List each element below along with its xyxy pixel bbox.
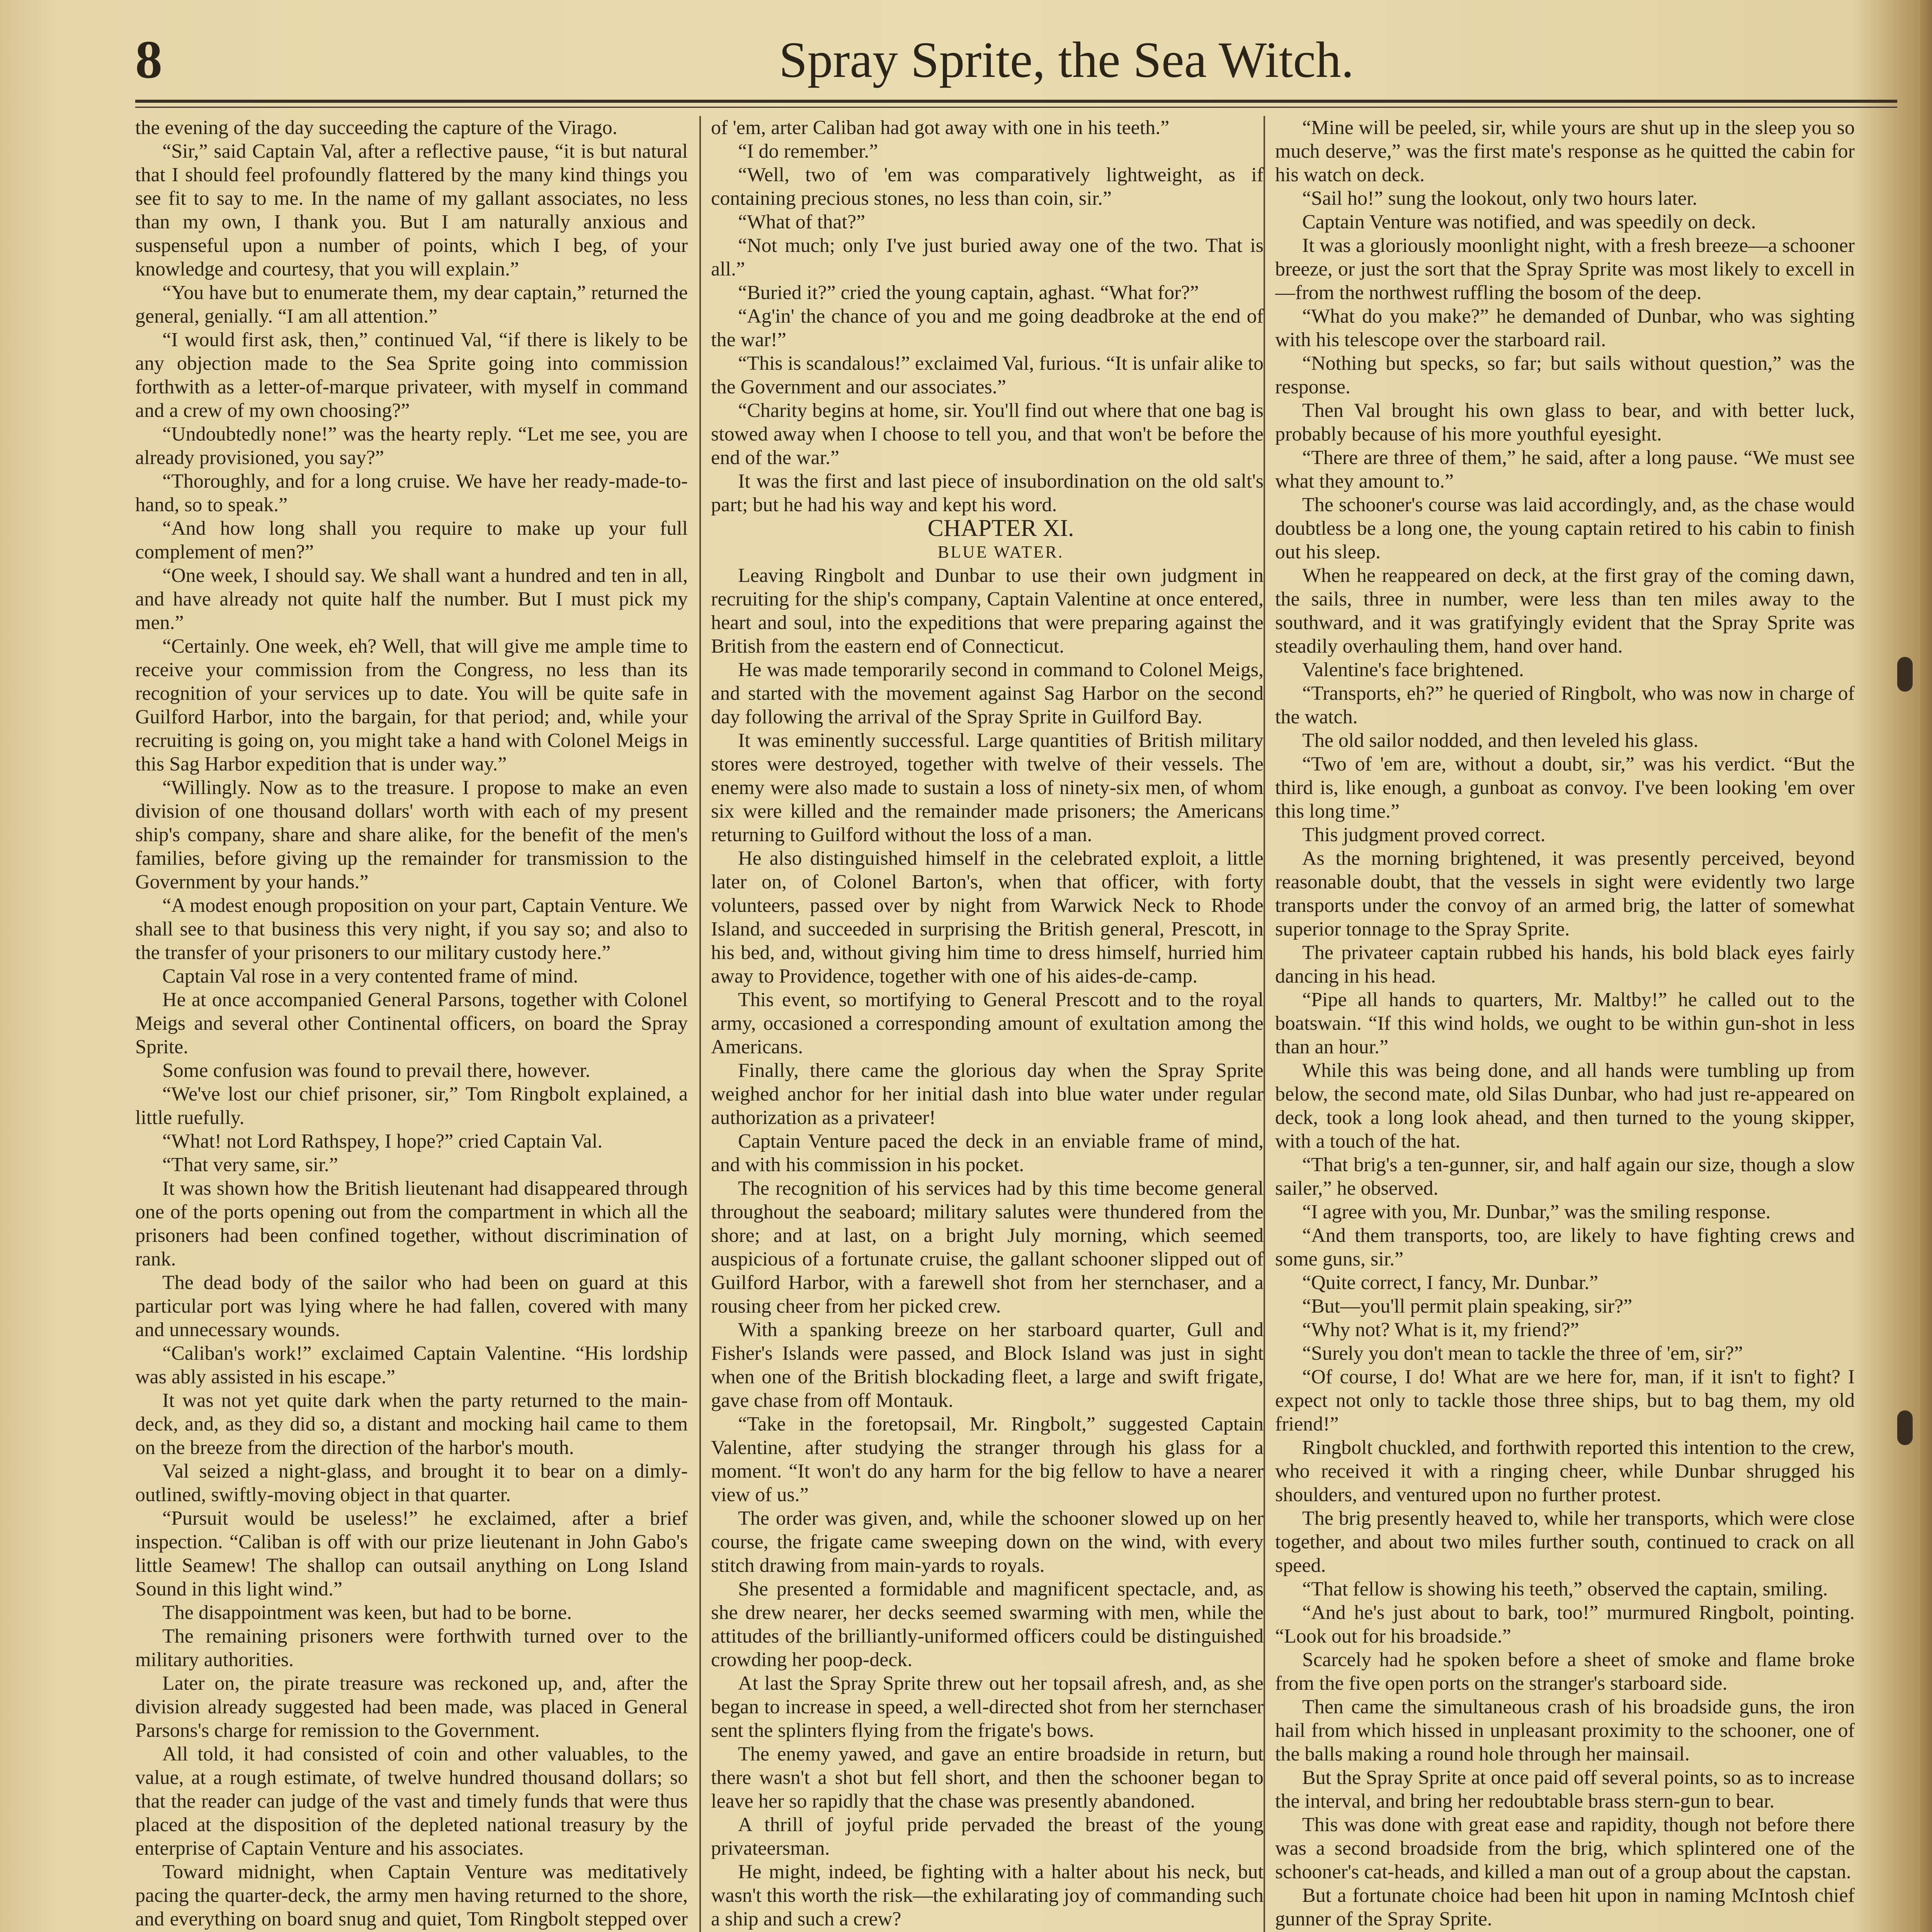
paragraph: “And them transports, too, are likely to have fighting crews and some guns, sir.” bbox=[1275, 1225, 1855, 1270]
paragraph: “Nothing but specks, so far; but sails without question,” was the response. bbox=[1275, 352, 1855, 398]
paragraph: It was the first and last piece of insubordination on the old salt's part; but he had his way and kept his word. bbox=[711, 470, 1264, 516]
paragraph: “That very same, sir.” bbox=[162, 1154, 338, 1176]
column-divider bbox=[699, 116, 701, 1932]
paragraph: “Charity begins at home, sir. You'll find out where that one bag is stowed away when I choose to tell you, and that won't be before the end of the war.” bbox=[711, 400, 1264, 469]
chapter-title: BLUE WATER. bbox=[937, 543, 1064, 561]
paragraph: “Ag'in' the chance of you and me going deadbroke at the end of the war!” bbox=[711, 305, 1264, 351]
paragraph: “What of that?” bbox=[738, 211, 866, 233]
staple bbox=[1897, 657, 1913, 692]
paragraph: Some confusion was found to prevail there, however. bbox=[162, 1060, 590, 1082]
paragraph: Valentine's face brightened. bbox=[1302, 659, 1524, 681]
page-header bbox=[135, 27, 1897, 93]
paragraph: the evening of the day succeeding the capture of the Virago. bbox=[135, 117, 617, 139]
paragraph: He also distinguished himself in the celebrated exploit, a little later on, of Colonel Barton's, when that officer, with forty volunteers, passed over by night from Warwick Neck to Rhode Island, and succeeded in surprising the British general, Prescott, in his bed, and, without giving him time to dress himself, hurried him away to Providence, together with one of his aides-de-camp. bbox=[711, 847, 1264, 987]
paragraph: “Thoroughly, and for a long cruise. We have her ready-made-to-hand, so to speak.” bbox=[135, 470, 688, 516]
paragraph: As the morning brightened, it was presently perceived, beyond reasonable doubt, that the vessels in sight were evidently two large transports under the convoy of an armed brig, the latter of somewhat superior tonnage to the Spray Sprite. bbox=[1275, 847, 1855, 940]
paragraph: It was a gloriously moonlight night, with a fresh breeze—a schooner breeze, or just the sort that the Spray Sprite was most likely to excell in—from the northwest ruffling the bosom of the deep. bbox=[1275, 235, 1855, 304]
paragraph: All told, it had consisted of coin and other valuables, to the value, at a rough estimate, of twelve hundred thousand dollars; so that the reader can judge of the vast and timely funds that were thus placed at the disposition of the depleted national treasury by the enterprise of Captain Venture and his associates. bbox=[135, 1743, 688, 1859]
paragraph: “Sir,” said Captain Val, after a reflective pause, “it is but natural that I should feel profoundly flattered by the many kind things you see fit to say to me. In the name of my gallant associates, no less than my own, I thank you. But I am naturally anxious and suspenseful upon a number of points, which I beg, of your knowledge and courtesy, that you will explain.” bbox=[135, 140, 688, 280]
paragraph: “Caliban's work!” exclaimed Captain Valentine. “His lordship was ably assisted in his escape.” bbox=[135, 1342, 688, 1388]
paragraph: The dead body of the sailor who had been on guard at this particular port was lying where he had fallen, covered with many and unnecessary wounds. bbox=[135, 1272, 688, 1341]
paragraph: “I agree with you, Mr. Dunbar,” was the smiling response. bbox=[1302, 1201, 1771, 1223]
running-title: Spray Sprite, the Sea Witch. bbox=[779, 31, 1354, 88]
paragraph: “Not much; only I've just buried away one of the two. That is all.” bbox=[711, 235, 1264, 280]
paragraph: While this was being done, and all hands were tumbling up from below, the second mate, old Silas Dunbar, who had just re-appeared on deck, took a long look ahead, and then turned to the young skipper, with a touch of the hat. bbox=[1275, 1060, 1855, 1152]
paragraph: “Buried it?” cried the young captain, aghast. “What for?” bbox=[738, 282, 1199, 304]
paragraph: He was made temporarily second in command to Colonel Meigs, and started with the movement against Sag Harbor on the second day following the arrival of the Spray Sprite in Guilford Bay. bbox=[711, 659, 1264, 728]
paragraph: This event, so mortifying to General Prescott and to the royal army, occasioned a corresponding amount of exultation among the Americans. bbox=[711, 989, 1264, 1058]
staple bbox=[1897, 1410, 1913, 1445]
paragraph: “And he's just about to bark, too!” murmured Ringbolt, pointing. “Look out for his broadside.” bbox=[1275, 1602, 1855, 1647]
text-column-3 bbox=[1275, 116, 1855, 1932]
paragraph: This was done with great ease and rapidity, though not before there was a second broadside from the brig, which splintered one of the schooner's cat-heads, and killed a man out of a group about the capstan. bbox=[1275, 1814, 1855, 1883]
paragraph: “What do you make?” he demanded of Dunbar, who was sighting with his telescope over the starboard rail. bbox=[1275, 305, 1855, 351]
paragraph: A thrill of joyful pride pervaded the breast of the young privateersman. bbox=[711, 1814, 1264, 1859]
binding-spine bbox=[1920, 0, 1932, 1932]
paragraph: With a spanking breeze on her starboard quarter, Gull and Fisher's Islands were passed, and Block Island was just in sight when one of the British blockading fleet, a large and swift frigate, gave chase from off Montauk. bbox=[711, 1319, 1264, 1412]
paragraph: Toward midnight, when Captain Venture was meditatively pacing the quarter-deck, the army men having returned to the shore, and everything on board snug and quiet, Tom Ringbolt stepped over bbox=[135, 1861, 688, 1930]
paragraph: It was shown how the British lieutenant had disappeared through one of the ports opening out from the compartment in which all the prisoners had been confined together, without discrimination of rank. bbox=[135, 1177, 688, 1270]
paragraph: Ringbolt chuckled, and forthwith reported this intention to the crew, who received it with a ringing cheer, while Dunbar shrugged his shoulders, and ventured upon no further protest. bbox=[1275, 1437, 1855, 1506]
paragraph: “That brig's a ten-gunner, sir, and half again our size, though a slow sailer,” he observed. bbox=[1275, 1154, 1855, 1199]
paragraph: It was eminently successful. Large quantities of British military stores were destroyed, together with twelve of their vessels. The enemy were also made to sustain a loss of ninety-six men, of whom six were killed and the remainder made prisoners; the Americans returning to Guilford without the loss of a man. bbox=[711, 730, 1264, 846]
paragraph: “Pursuit would be useless!” he exclaimed, after a brief inspection. “Caliban is off with our prize lieutenant in John Gabo's little Seamew! The shallop can outsail anything on Long Island Sound in this light wind.” bbox=[135, 1507, 688, 1600]
paragraph: “We've lost our chief prisoner, sir,” Tom Ringbolt explained, a little ruefully. bbox=[135, 1083, 688, 1129]
paragraph: The brig presently heaved to, while her transports, which were close together, and about two miles further south, continued to crack on all speed. bbox=[1275, 1507, 1855, 1577]
paragraph: The remaining prisoners were forthwith turned over to the military authorities. bbox=[135, 1625, 688, 1671]
paragraph: “Surely you don't mean to tackle the three of 'em, sir?” bbox=[1302, 1342, 1743, 1364]
paragraph: “Quite correct, I fancy, Mr. Dunbar.” bbox=[1302, 1272, 1599, 1294]
paragraph: Captain Val rose in a very contented frame of mind. bbox=[162, 965, 578, 987]
paragraph: “One week, I should say. We shall want a hundred and ten in all, and have already not quite half the number. But I must pick my men.” bbox=[135, 565, 688, 634]
chapter-number: CHAPTER XI. bbox=[927, 515, 1074, 541]
paragraph: “This is scandalous!” exclaimed Val, furious. “It is unfair alike to the Government and our associates.” bbox=[711, 352, 1264, 398]
paragraph: Finally, there came the glorious day when the Spray Sprite weighed anchor for her initial dash into blue water under regular authorization as a privateer! bbox=[711, 1060, 1264, 1129]
paragraph: “Pipe all hands to quarters, Mr. Maltby!” he called out to the boatswain. “If this wind holds, we ought to be within gun-shot in less than an hour.” bbox=[1275, 989, 1855, 1058]
paragraph: Captain Venture paced the deck in an enviable frame of mind, and with his commission in his pocket. bbox=[711, 1130, 1264, 1176]
paragraph: The enemy yawed, and gave an entire broadside in return, but there wasn't a shot but fell short, and then the schooner began to leave her so rapidly that the chase was presently abandoned. bbox=[711, 1743, 1264, 1812]
paragraph: But a fortunate choice had been hit upon in naming McIntosh chief gunner of the Spray Sprite. bbox=[1275, 1884, 1855, 1930]
paragraph: “That fellow is showing his teeth,” observed the captain, smiling. bbox=[1302, 1578, 1828, 1600]
paragraph: Leaving Ringbolt and Dunbar to use their own judgment in recruiting for the ship's company, Captain Valentine at once entered, heart and soul, into the expeditions that were preparing against the British from the eastern end of Connecticut. bbox=[711, 565, 1264, 657]
paragraph: The old sailor nodded, and then leveled his glass. bbox=[1302, 730, 1699, 752]
paragraph: “You have but to enumerate them, my dear captain,” returned the general, genially. “I am all attention.” bbox=[135, 282, 688, 327]
column-2-chapter-text bbox=[711, 564, 1264, 1932]
paragraph: “A modest enough proposition on your part, Captain Venture. We shall see to that business this very night, if you say so; and also to the transfer of your prisoners to our military custody here.” bbox=[135, 895, 688, 964]
text-column-2 bbox=[711, 116, 1264, 1932]
page-number: 8 bbox=[135, 30, 162, 90]
paragraph: “Two of 'em are, without a doubt, sir,” was his verdict. “But the third is, like enough, a gunboat as convoy. I've been looking 'em over this long time.” bbox=[1275, 753, 1855, 822]
paragraph: “Of course, I do! What are we here for, man, if it isn't to fight? I expect not only to tackle those three ships, but to bag them, my old friend!” bbox=[1275, 1366, 1855, 1435]
paragraph: The recognition of his services had by this time become general throughout the seaboard; military salutes were thundered from the shore; and at last, on a bright July morning, which seemed auspicious of a fortunate cruise, the gallant schooner slipped out of Guilford Harbor, with a farewell shot from her sternchaser, and a rousing cheer from her picked crew. bbox=[711, 1177, 1264, 1317]
paragraph: “And how long shall you require to make up your full complement of men?” bbox=[135, 517, 688, 563]
paragraph: She presented a formidable and magnificent spectacle, and, as she drew nearer, her decks seemed swarming with men, while the attitudes of the brilliantly-uniformed officers could be distinguished crowding her poop-deck. bbox=[711, 1578, 1264, 1671]
paragraph: Then Val brought his own glass to bear, and with better luck, probably because of his more youthful eyesight. bbox=[1275, 400, 1855, 445]
paragraph: “I do remember.” bbox=[738, 140, 878, 162]
paragraph: When he reappeared on deck, at the first gray of the coming dawn, the sails, three in number, were less than ten miles away to the southward, and it was gratifyingly evident that the Spray Sprite was steadily overhauling them, hand over hand. bbox=[1275, 565, 1855, 657]
paragraph: “Undoubtedly none!” was the hearty reply. “Let me see, you are already provisioned, you say?” bbox=[135, 423, 688, 469]
paragraph: “Certainly. One week, eh? Well, that will give me ample time to receive your commission from the Congress, no less than its recognition of your services up to date. You will be quite safe in Guilford Harbor, into the bargain, for that period; and, while your recruiting is going on, you might take a hand with Colonel Meigs in this Sag Harbor expedition that is under way.” bbox=[135, 635, 688, 775]
paragraph: “What! not Lord Rathspey, I hope?” cried Captain Val. bbox=[162, 1130, 603, 1152]
paragraph: He might, indeed, be fighting with a halter about his neck, but wasn't this worth the risk—the exhilarating joy of commanding such a ship and such a crew? bbox=[711, 1861, 1264, 1930]
paragraph: “I would first ask, then,” continued Val, “if there is likely to be any objection made to the Sea Sprite going into commission forthwith as a letter-of-marque privateer, with myself in command and a crew of my own choosing?” bbox=[135, 329, 688, 422]
paragraph: “Why not? What is it, my friend?” bbox=[1302, 1319, 1579, 1341]
paragraph: It was not yet quite dark when the party returned to the main-deck, and, as they did so, a distant and mocking hail came to them on the breeze from the direction of the harbor's mouth. bbox=[135, 1389, 688, 1459]
paragraph: of 'em, arter Caliban had got away with one in his teeth.” bbox=[711, 117, 1170, 139]
column-2-opening-text bbox=[711, 116, 1264, 517]
paragraph: At last the Spray Sprite threw out her topsail afresh, and, as she began to increase in speed, a well-directed shot from her sternchaser sent the splinters flying from the frigate's bows. bbox=[711, 1672, 1264, 1742]
paragraph: Scarcely had he spoken before a sheet of smoke and flame broke from the five open ports on the stranger's starboard side. bbox=[1275, 1649, 1855, 1694]
paragraph: The schooner's course was laid accordingly, and, as the chase would doubtless be a long one, the young captain retired to his cabin to finish out his sleep. bbox=[1275, 494, 1855, 563]
paragraph: “Well, two of 'em was comparatively lightweight, as if containing precious stones, no less than coin, sir.” bbox=[711, 164, 1264, 209]
paragraph: “Sail ho!” sung the lookout, only two hours later. bbox=[1302, 187, 1697, 209]
header-rule bbox=[135, 100, 1897, 108]
paragraph: “But—you'll permit plain speaking, sir?” bbox=[1302, 1295, 1633, 1317]
paragraph: The disappointment was keen, but had to be borne. bbox=[162, 1602, 572, 1624]
paragraph: But the Spray Sprite at once paid off several points, so as to increase the interval, and bring her redoubtable brass stern-gun to bear. bbox=[1275, 1767, 1855, 1812]
paragraph: “Willingly. Now as to the treasure. I propose to make an even division of one thousand dollars' worth with each of my present ship's company, share and share alike, for the benefit of the men's families, before giving up the remainder for transmission to the Government by your hands.” bbox=[135, 777, 688, 893]
column-divider bbox=[1264, 116, 1265, 1932]
paragraph: “There are three of them,” he said, after a long pause. “We must see what they amount to.” bbox=[1275, 447, 1855, 492]
paragraph: “Take in the foretopsail, Mr. Ringbolt,” suggested Captain Valentine, after studying the stranger through his glass for a moment. “It won't do any harm for the big fellow to have a nearer view of us.” bbox=[711, 1413, 1264, 1506]
paragraph: Captain Venture was notified, and was speedily on deck. bbox=[1302, 211, 1756, 233]
paragraph: Then came the simultaneous crash of his broadside guns, the iron hail from which hissed in unpleasant proximity to the schooner, one of the balls making a round hole through her mainsail. bbox=[1275, 1696, 1855, 1765]
paragraph: Val seized a night-glass, and brought it to bear on a dimly-outlined, swiftly-moving object in that quarter. bbox=[135, 1460, 688, 1506]
paragraph: Later on, the pirate treasure was reckoned up, and, after the division already suggested had been made, was placed in General Parsons's charge for remission to the Government. bbox=[135, 1672, 688, 1742]
paragraph: He at once accompanied General Parsons, together with Colonel Meigs and several other Continental officers, on board the Spray Sprite. bbox=[135, 989, 688, 1058]
paragraph: This judgment proved correct. bbox=[1302, 824, 1546, 846]
paragraph: “Transports, eh?” he queried of Ringbolt, who was now in charge of the watch. bbox=[1275, 682, 1855, 728]
paragraph: The order was given, and, while the schooner slowed up on her course, the frigate came sweeping down on the wind, with every stitch drawing from main-yards to royals. bbox=[711, 1507, 1264, 1577]
paragraph: “Mine will be peeled, sir, while yours are shut up in the sleep you so much deserve,” was the first mate's response as he quitted the cabin for his watch on deck. bbox=[1275, 117, 1855, 186]
text-column-1 bbox=[135, 116, 688, 1932]
paragraph: The privateer captain rubbed his hands, his bold black eyes fairly dancing in his head. bbox=[1275, 942, 1855, 987]
